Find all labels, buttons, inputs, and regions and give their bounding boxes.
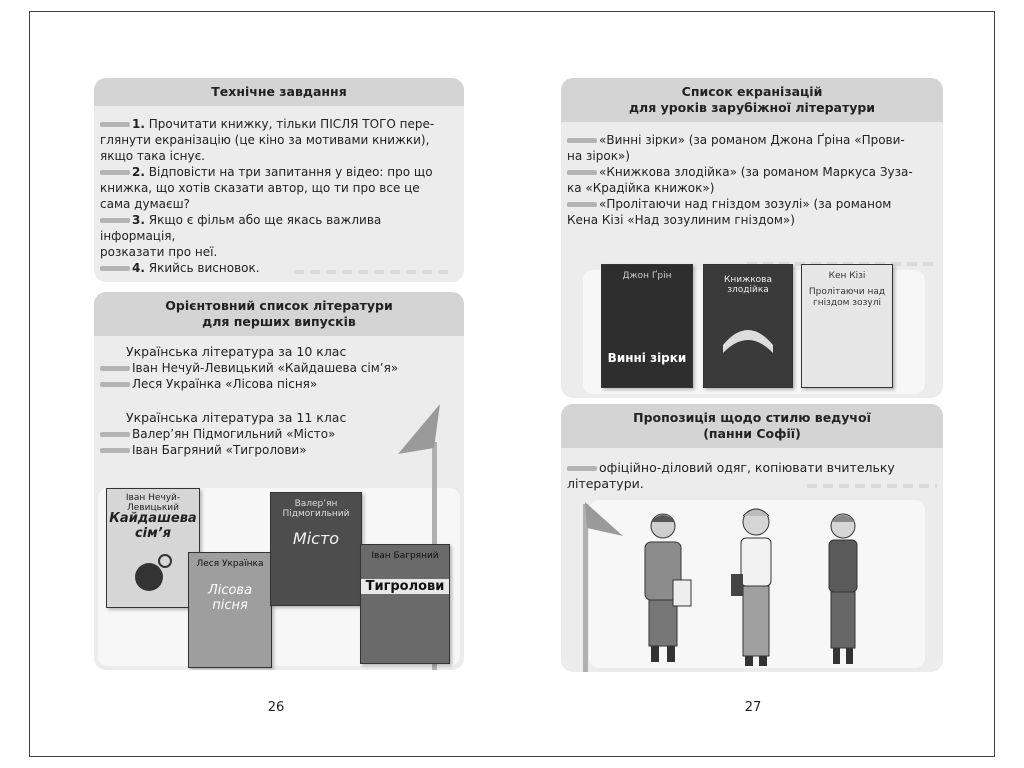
task-line: книжка, що хотів сказати автор, що ти про все це: [100, 181, 420, 195]
dash-marker: [100, 218, 130, 223]
style-title: Пропозиція щодо стилю ведучої (панни Софії): [561, 404, 943, 448]
woman-figure-1-icon: [623, 508, 703, 668]
screening-line: ка «Крадійка книжок»): [567, 181, 715, 195]
style-line: літератури.: [567, 476, 644, 491]
screening-line: на зірок»): [567, 149, 630, 163]
right-page: [513, 12, 983, 756]
task-line: 1. Прочитати книжку, тільки ПІСЛЯ ТОГО пере-: [100, 116, 456, 132]
task-title: Технічне завдання: [94, 78, 464, 106]
style-line: офіційно-діловий одяг, копіювати вчительку: [567, 460, 935, 476]
cover-tyhrolovy: Іван Багряний Тигролови: [360, 544, 450, 664]
task-line: розказати про неї.: [100, 245, 218, 259]
cover-prolitaiuchy: Кен Кізі Пролітаючи над гніздом зозулі: [801, 264, 893, 388]
list-item: Леся Українка «Лісова пісня»: [100, 376, 456, 392]
dash-marker: [100, 266, 130, 271]
dash-marker: [100, 382, 130, 387]
book-spread: [29, 11, 995, 757]
task-list: [94, 106, 464, 276]
cover-kaidasheva: Іван Нечуй-Левицький Кайдашева сім’я: [106, 488, 200, 608]
cover-knyzhkova-zlodiika: Книжкова злодійка: [703, 264, 793, 388]
kaidasheva-illustration-icon: [127, 547, 181, 597]
task-line: сама думаєш?: [100, 197, 190, 211]
list-item: Іван Багряний «Тигролови»: [100, 442, 456, 458]
group-title: Українська література за 10 клас: [126, 344, 347, 359]
flag-icon: [585, 502, 625, 542]
left-page: [30, 12, 500, 756]
woman-figure-2-icon: [721, 504, 791, 668]
dash-marker: [567, 202, 597, 207]
cover-vynni-zirky: Джон Ґрін Винні зірки: [601, 264, 693, 388]
cover-lisova-pisnia: Леся Українка Лісова пісня: [188, 552, 272, 668]
task-line: якщо така існує.: [100, 149, 205, 163]
list-item: Валер’ян Підмогильний «Місто»: [100, 426, 456, 442]
dash-marker: [100, 366, 130, 371]
screenings-list: [561, 122, 943, 228]
task-line: 3. Якщо є фільм або ще якась важлива інформація,: [100, 213, 382, 243]
screening-line: «Книжкова злодійка» (за романом Маркуса Зуза-: [567, 164, 935, 180]
task-line: глянути екранізацію (це кіно за мотивами книжки),: [100, 133, 430, 147]
screenings-card: [561, 78, 943, 398]
arrow-head-icon: [394, 404, 444, 460]
task-line: 4. Якийсь висновок.: [100, 260, 456, 276]
style-card: [561, 404, 943, 672]
task-line: 2. Відповісти на три запитання у відео: про що: [100, 164, 456, 180]
task-card: [94, 78, 464, 282]
open-book-icon: [718, 305, 778, 355]
reading-list-card: [94, 292, 464, 670]
screening-line: «Винні зірки» (за романом Джона Ґріна «Прови-: [567, 132, 935, 148]
screening-line: «Пролітаючи над гніздом зозулі» (за романом: [567, 196, 935, 212]
dash-marker: [100, 122, 130, 127]
dash-marker: [100, 432, 130, 437]
dash-marker: [567, 138, 597, 143]
dash-marker: [100, 448, 130, 453]
cover-misto: Валер’ян Підмогильний Місто: [270, 492, 362, 606]
decor-stripes: [294, 270, 454, 274]
dash-marker: [567, 170, 597, 175]
decor-stripes: [807, 484, 937, 488]
screenings-title: Список екранізацій для уроків зарубіжної літератури: [561, 78, 943, 122]
group-title: Українська література за 11 клас: [126, 410, 347, 425]
woman-figure-3-icon: [813, 508, 873, 668]
page-number: 27: [744, 700, 762, 715]
screening-line: Кена Кізі «Над зозулиним гніздом»): [567, 213, 795, 227]
dash-marker: [100, 170, 130, 175]
dash-marker: [567, 466, 597, 471]
page-number: 26: [267, 700, 285, 715]
list-item: Іван Нечуй-Левицький «Кайдашева сім’я»: [100, 360, 456, 376]
reading-list-title: Орієнтовний список літератури для перших випусків: [94, 292, 464, 336]
